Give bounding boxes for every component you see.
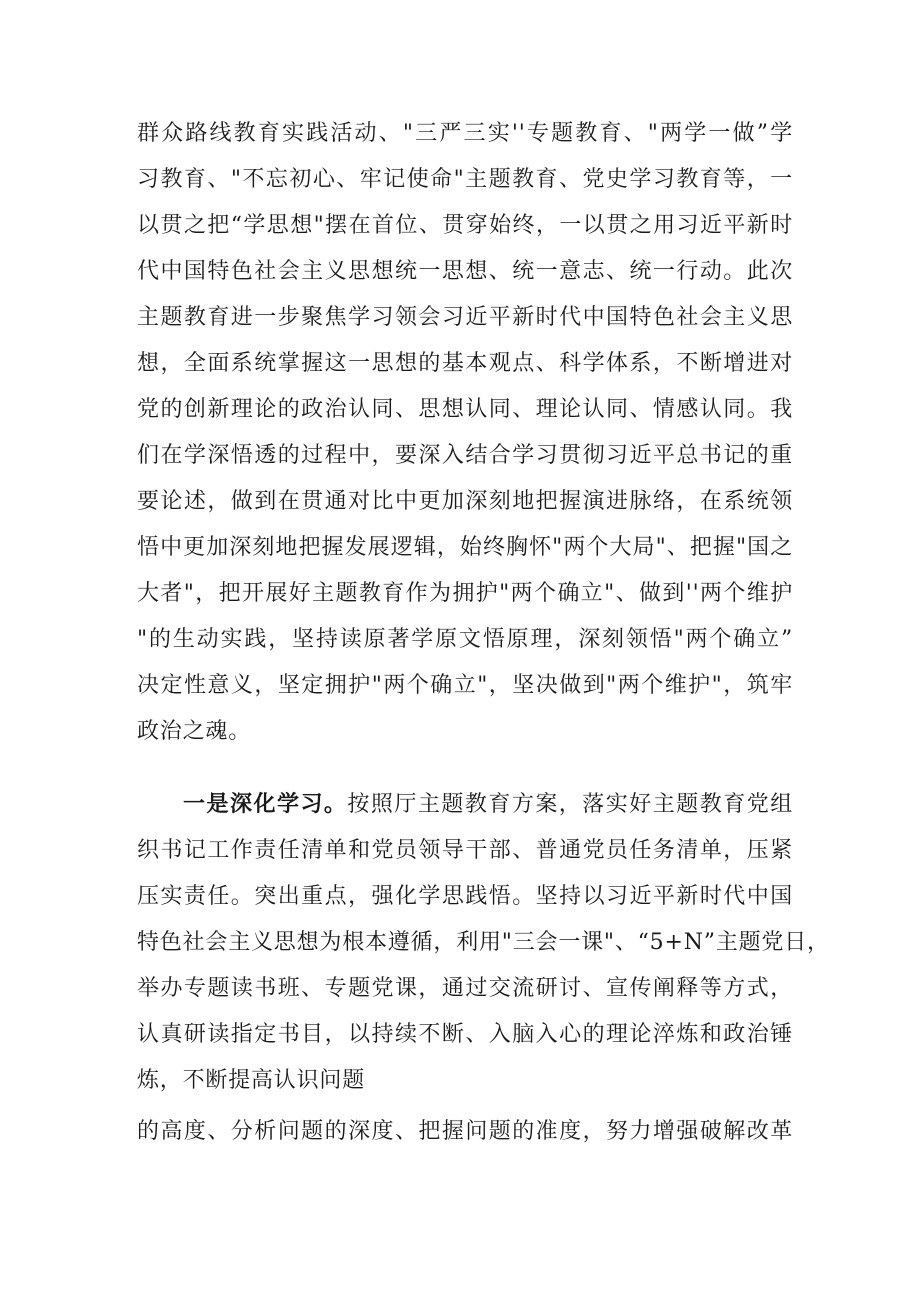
text-line: 特色社会主义思想为根本遵循，利用"三会一课"、“5+N”主题党日， <box>137 930 830 955</box>
text-line: 习教育、"不忘初心、牢记使命"主题教育、党史学习教育等，一 <box>137 167 793 192</box>
text-line: "的生动实践，坚持读原著学原文悟原理，深刻领悟"两个确立” <box>137 627 793 652</box>
text-line: 举办专题读书班、专题党课，通过交流研讨、宣传阐释等方式， <box>137 976 793 1001</box>
text-line: 决定性意义，坚定拥护"两个确立"，坚决做到"两个维护"，筑牢 <box>137 673 793 698</box>
text-line: 政治之魂。 <box>137 719 252 744</box>
text-line: 炼，不断提高认识问题 <box>137 1068 366 1093</box>
text-line: 大者"，把开展好主题教育作为拥护"两个确立"、做到''两个维护 <box>137 581 793 606</box>
text-span: 按照厅主题教育方案，落实好主题教育党组 <box>347 792 793 817</box>
text-line: 党的创新理论的政治认同、思想认同、理论认同、情感认同。我 <box>137 397 793 422</box>
text-line: 想，全面系统掌握这一思想的基本观点、科学体系，不断增进对 <box>137 351 793 376</box>
text-line: 认真研读指定书目，以持续不断、入脑入心的理论淬炼和政治锤 <box>137 1022 793 1047</box>
text-line: 们在学深悟透的过程中，要深入结合学习贯彻习近平总书记的重 <box>137 443 793 468</box>
text-line: 的高度、分析问题的深度、把握问题的准度，努力增强破解改革 <box>137 1119 793 1144</box>
paragraph-first-line <box>183 789 793 821</box>
text-line: 悟中更加深刻地把握发展逻辑，始终胸怀"两个大局"、把握"国之 <box>137 535 793 560</box>
text-line: 织书记工作责任清单和党员领导干部、普通党员任务清单，压紧 <box>137 838 793 863</box>
text-line: 群众路线教育实践活动、"三严三实''专题教育、"两学一做”学 <box>137 121 793 146</box>
text-line: 代中国特色社会主义思想统一思想、统一意志、统一行动。此次 <box>137 259 793 284</box>
text-line: 主题教育进一步聚焦学习领会习近平新时代中国特色社会主义思 <box>137 305 793 330</box>
section-heading: 一是深化学习。 <box>183 792 348 817</box>
text-line: 以贯之把“学思想"摆在首位、贯穿始终，一以贯之用习近平新时 <box>137 213 793 238</box>
text-line: 压实责任。突出重点，强化学思践悟。坚持以习近平新时代中国 <box>137 884 793 909</box>
text-line: 要论述，做到在贯通对比中更加深刻地把握演进脉络，在系统领 <box>137 489 793 514</box>
